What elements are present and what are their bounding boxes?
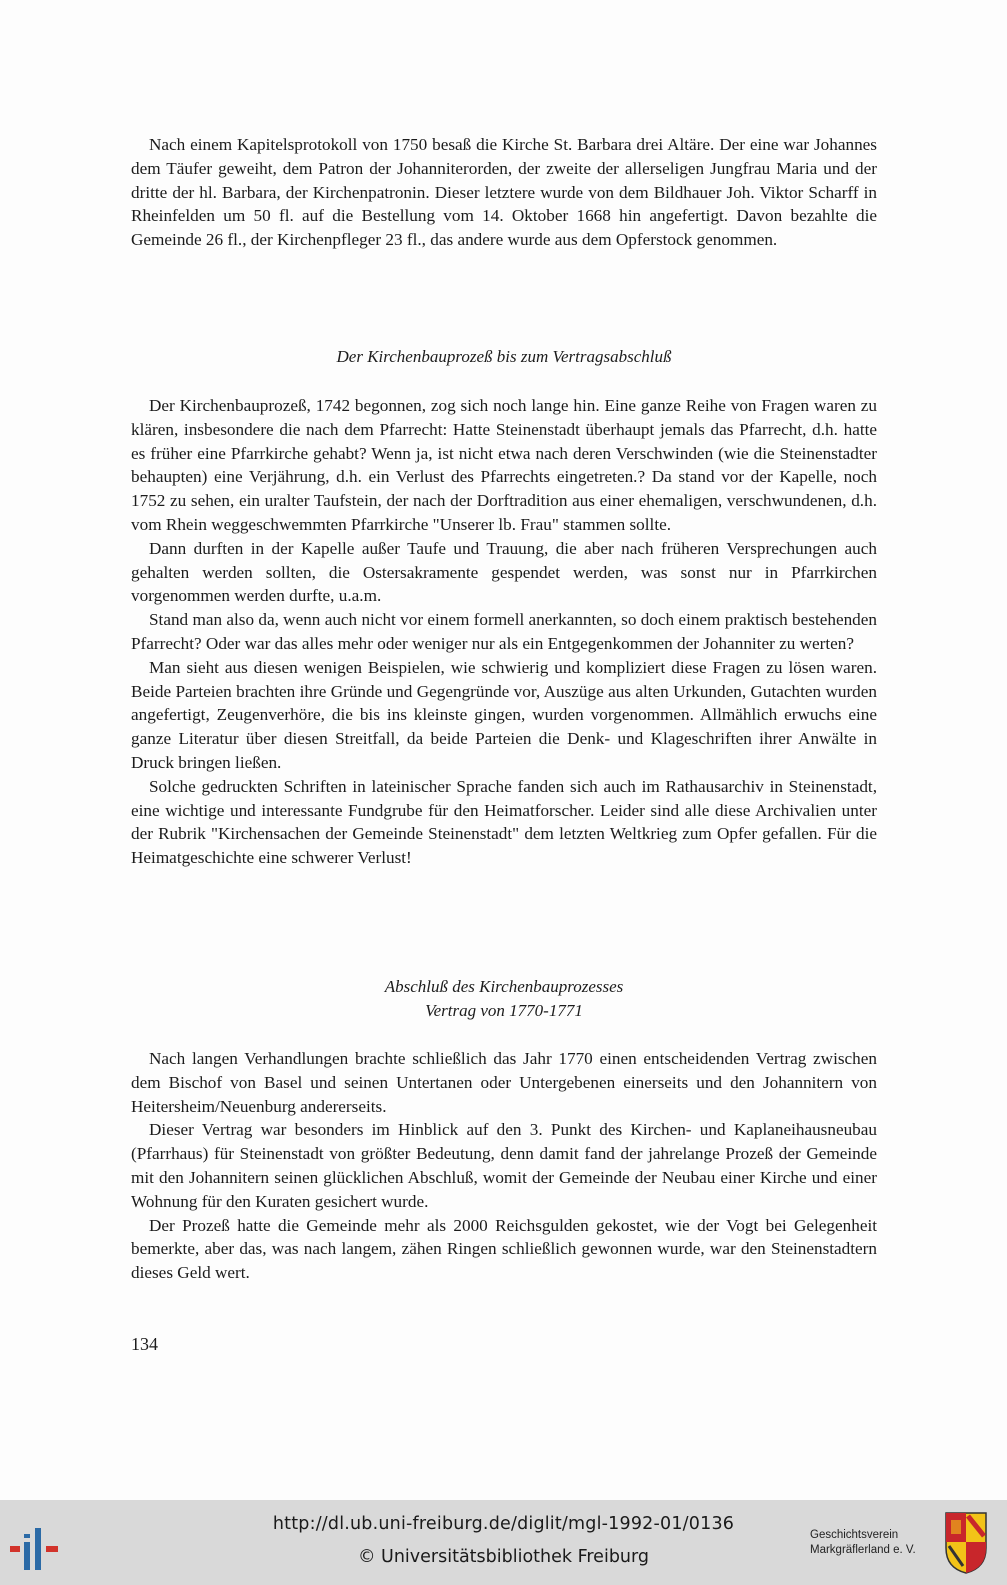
- section-1-paragraph-3: Stand man also da, wenn auch nicht vor einem formell anerkannten, so doch einem praktisch bestehenden Pfarrecht? Oder war das alles mehr oder weniger nur als ein Entgegenkommen der Johanniter zu werten?: [131, 610, 877, 653]
- section-2-body: [131, 1047, 877, 1285]
- permalink-url[interactable]: http://dl.ub.uni-freiburg.de/diglit/mgl-1992-01/0136: [272, 1514, 735, 1534]
- section-1-body: [131, 394, 877, 870]
- society-name: [810, 1528, 916, 1558]
- section-1-paragraph-1: Der Kirchenbauprozeß, 1742 begonnen, zog sich noch lange hin. Eine ganze Reihe von Fragen waren zu klären, insbesondere die nach dem Pfarrecht: Hatte Steinenstadt überhaupt jemals das Pfarrecht, d.h. hatte es früher eine Pfarrkirche gehabt? Wenn ja, ist nicht etwa nach deren Verschwinden (wie die Steinenstadter behaupten) eine Verjährung, d.h. ein Verlust des Pfarrechts eingetreten.? Da stand vor der Kapelle, noch 1752 zu sehen, ein uralter Taufstein, der nach der Dorftradition aus einer ehemaligen, verschwundenen, d.h. vom Rhein weggeschwemmten Pfarrkirche "Unserer lb. Frau" stammen sollte.: [131, 396, 877, 534]
- section-2-paragraph-1: Nach langen Verhandlungen brachte schließlich das Jahr 1770 einen entscheidenden Vertrag zwischen dem Bischof von Basel und seinen Untertanen oder Untergebenen einerseits und den Johannitern von Heitersheim/Neuenburg andererseits.: [131, 1049, 877, 1116]
- section-heading-2-line-2: Vertrag von 1770-1771: [425, 1000, 583, 1020]
- section-2-paragraph-3: Der Prozeß hatte die Gemeinde mehr als 2000 Reichsgulden gekostet, wie der Vogt bei Gelegenheit bemerkte, aber das, was nach langem, zähen Ringen schließlich gewonnen wurde, war den Steinenstadtern dieses Geld wert.: [131, 1215, 877, 1283]
- section-1-paragraph-4: Man sieht aus diesen wenigen Beispielen, wie schwierig und kompliziert diese Fragen zu lösen waren. Beide Parteien brachten ihre Gründe und Gegengründe vor, Auszüge aus alten Urkunden, Gutachten wurden angefertigt, Zeugenverhöre, die bis ins kleinste gingen, wurden vorgenommen. Allmählich erwuchs eine ganze Literatur über diesen Streitfall, da beide Parteien die Denk- und Klageschriften ihrer Anwälte in Druck bringen ließen.: [131, 657, 877, 772]
- section-heading-2: [131, 975, 877, 1023]
- viewer-footer: [0, 1500, 1007, 1585]
- society-name-line-2: Markgräflerland e. V.: [810, 1544, 916, 1556]
- section-2-paragraph-2: Dieser Vertrag war besonders im Hinblick auf den 3. Punkt des Kirchen- und Kaplaneihausneubau (Pfarrhaus) für Steinenstadt von größter Bedeutung, denn damit fand der jahrelange Prozeß der Gemeinde mit den Johannitern seinen glücklichen Abschluß, womit der Gemeinde der Neubau einer Kirche und einer Wohnung für den Kuraten gesichert wurde.: [131, 1120, 877, 1211]
- section-1-paragraph-5: Solche gedruckten Schriften in lateinischer Sprache fanden sich auch im Rathausarchiv in Steinenstadt, eine wichtige und interessante Fundgrube für den Heimatforscher. Leider sind alle diese Archivalien unter der Rubrik "Kirchensachen der Gemeinde Steinenstadt" dem letzten Weltkrieg zum Opfer gefallen. Für die Heimatgeschichte eine schwerer Verlust!: [131, 776, 877, 868]
- page-number: 134: [131, 1334, 158, 1354]
- section-heading-1: Der Kirchenbauprozeß bis zum Vertragsabschluß: [336, 347, 672, 366]
- intro-paragraph: Nach einem Kapitelsprotokoll von 1750 besaß die Kirche St. Barbara drei Altäre. Der eine war Johannes dem Täufer geweiht, dem Patron der Johanniterorden, der zweite der allerseligen Jungfrau Maria und der dritte der hl. Barbara, der Kirchenpatronin. Dieser letztere wurde von dem Bildhauer Joh. Viktor Scharff in Rheinfelden um 50 fl. auf die Bestellung vom 14. Oktober 1668 hin angefertigt. Davon bezahlte die Gemeinde 26 fl., der Kirchenpfleger 23 fl., das andere wurde aus dem Opferstock genommen.: [131, 135, 877, 250]
- society-name-line-1: Geschichtsverein: [810, 1529, 899, 1541]
- copyright-notice: © Universitätsbibliothek Freiburg: [357, 1547, 650, 1567]
- section-1-paragraph-2: Dann durften in der Kapelle außer Taufe und Trauung, die aber nach früheren Versprechungen auch gehalten werden sollten, die Ostersakramente gespendet werden, was sonst nur in Pfarrkirchen vorgenommen werden durfte, u.a.m.: [131, 538, 877, 606]
- markgraeflerland-crest-icon: [945, 1512, 987, 1574]
- intro-block: [131, 133, 877, 252]
- section-heading-2-line-1: Abschluß des Kirchenbauprozesses: [384, 977, 624, 996]
